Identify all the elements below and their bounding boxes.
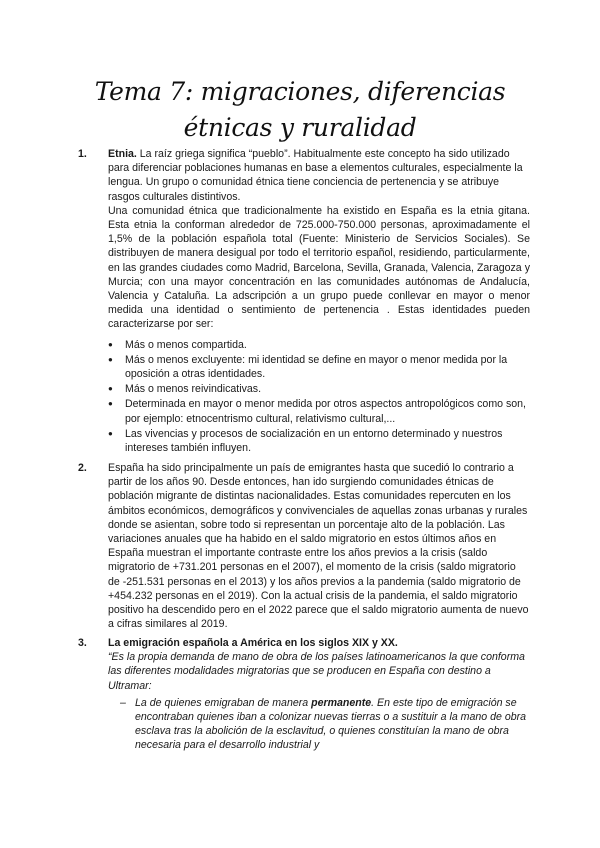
section-1: [78, 147, 530, 456]
section-paragraph: España ha sido principalmente un país de emigrantes hasta que sucedió lo contrario a partir de los años 90. Desde entonces, han ido surgiendo comunidades étnicas de población migrante de distintas nacionalidades. Estas comunidades repercuten en los ámbitos económicos, demográficos y convivenciales de aquellas zonas urbanas y rurales donde se asientan, sobre todo si representan un porcentaje alto de la población. Las variaciones anuales que ha habido en el saldo migratorio en estos últimos años en España muestran el importante contraste entre los años previos a la crisis (saldo migratorio de +731.201 personas en el 2007), el momento de la crisis (saldo migratorio de -251.531 personas en el 2013) y los años previos a la pandemia (saldo migratorio de +454.232 personas en el 2019). Con la actual crisis de la pandemia, el saldo migratorio positivo ha descendido pero en el 2022 parece que el saldo migratorio aumenta de nuevo a cifras similares al 2019.: [108, 462, 529, 631]
list-item: ● Más o menos compartida.: [108, 338, 530, 352]
intro-text: La raíz griega significa “pueblo”. Habitualmente este concepto ha sido utilizado para diferenciar poblaciones humanas en base a elementos culturales, especialmente la lengua. Un grupo o comunidad étnica tiene conciencia de pertenencia y se atribuye rasgos culturales distintivos.: [108, 148, 523, 203]
section-3: [78, 636, 530, 753]
section-heading: Etnia.: [108, 148, 137, 160]
section-2: [78, 461, 530, 631]
section-number: 3.: [78, 637, 87, 649]
dash-marker: –: [120, 696, 126, 709]
dash-text-pre: La de quienes emigraban de manera: [135, 696, 312, 709]
page-title: Tema 7: migraciones, diferencias étnicas y ruralidad: [94, 77, 506, 142]
bullet-list: [78, 338, 530, 456]
dash-text-bold: permanente: [311, 696, 372, 709]
dash-item: [120, 696, 530, 753]
list-item: ● Determinada en mayor o menor medida por otros aspectos antropológicos como son, por ejemplo: etnocentrismo cultural, relativismo cultural,...: [108, 397, 530, 425]
list-item: ● Más o menos reivindicativas.: [108, 382, 530, 396]
section-quote: “Es la propia demanda de mano de obra de los países latinoamericanos la que conforma las diferentes modalidades migratorias que se producen en España con destino a Ultramar:: [108, 651, 525, 692]
list-item: ● Más o menos excluyente: mi identidad se define en mayor o menor medida por la oposición a otras identidades.: [108, 353, 530, 381]
section-heading: La emigración española a América en los siglos XIX y XX.: [108, 637, 398, 649]
section-number: 1.: [78, 148, 87, 160]
section-intro: [108, 147, 530, 204]
section-paragraph: Una comunidad étnica que tradicionalmente ha existido en España es la etnia gitana. Esta etnia la conforman alrededor de 725.000-750.000 personas, aproximadamente el 1,5% de la población española total (Fuente: Ministerio de Servicios Sociales). Se distribuyen de manera desigual por todo el territorio español, residiendo, particularmente, en las grandes ciudades como Madrid, Barcelona, Sevilla, Granada, Valencia, Zaragoza y Murcia; con una mayor concentración en las comunidades autónomas de Andalucía, Valencia y Cataluña. La adscripción a un grupo puede conllevar en mayor o menor medida una identidad o sentimiento de pertenencia . Estas identidades pueden caracterizarse por ser:: [108, 204, 530, 331]
section-number: 2.: [78, 462, 87, 474]
list-item: ● Las vivencias y procesos de socialización en un entorno determinado y nuestros intereses también influyen.: [108, 427, 530, 455]
dash-text-post: . En este tipo de emigración se encontraban quienes iban a colonizar nuevas tierras o a sustituir a la mano de obra esclava tras la abolición de la esclavitud, o quienes constituían la mano de obra necesaria para el desarrollo industrial y: [135, 696, 527, 752]
